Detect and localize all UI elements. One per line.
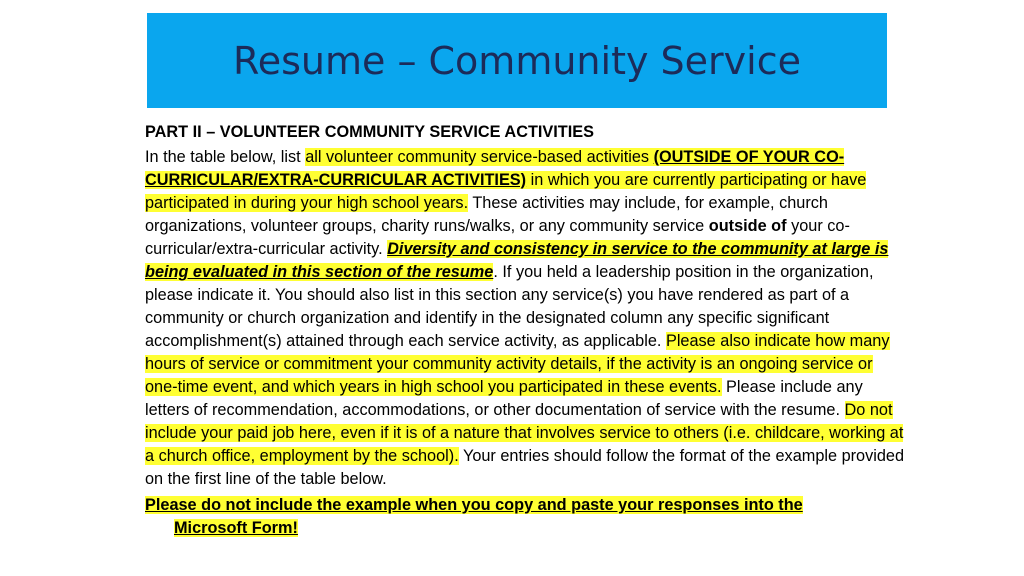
- section-heading: PART II – VOLUNTEER COMMUNITY SERVICE ACTIVITIES: [145, 123, 594, 141]
- documentation-text: Please include any letters of recommendation, accommodations, or other documentation of service with the resume.: [145, 378, 863, 419]
- content-body: [145, 121, 905, 540]
- title-banner: [147, 13, 887, 108]
- paid-job-highlight-text: Do not include your paid job here, even if it is of a nature that involves service to others (i.e. childcare, working at a church office, employment by the school).: [145, 401, 904, 465]
- outside-of-text: outside of: [708, 217, 787, 235]
- diversity-emphasis-text: Diversity and consistency in service to the community at large is being evaluated in this section of the resume: [145, 240, 889, 281]
- leadership-text: . If you held a leadership position in the organization, please indicate it. You should also list in this section any service(s) you have rendered as part of a community or church organization and identify in the designated column any specific significant accomplishment(s) attained through each service activity, as applicable.: [145, 263, 874, 350]
- examples-text: These activities may include, for example, church organizations, volunteer groups, charity runs/walks, or any community service: [145, 194, 828, 235]
- form-note-line1: Please do not include the example when you copy and paste your responses into the: [145, 496, 803, 514]
- outside-co-curricular-text: (OUTSIDE OF YOUR CO-CURRICULAR/EXTRA-CURRICULAR ACTIVITIES): [145, 148, 845, 189]
- participation-text: in which you are currently participating or have participated in during your high school years.: [145, 171, 867, 212]
- hours-highlight-text: Please also indicate how many hours of service or commitment your community activity details, if the activity is an ongoing service or one-time event, and which years in high school you participated in these events.: [145, 332, 890, 396]
- form-note: [145, 494, 905, 540]
- activities-text: all volunteer community service-based activities: [305, 148, 654, 166]
- slide-title: Resume – Community Service: [233, 38, 801, 83]
- format-text: Your entries should follow the format of the example provided on the first line of the table below.: [145, 447, 905, 488]
- instructions-paragraph: [145, 146, 905, 491]
- form-note-line2: Microsoft Form!: [174, 519, 298, 537]
- co-curricular-text: your co-curricular/extra-curricular activity.: [145, 217, 850, 258]
- intro-text: In the table below, list: [145, 148, 306, 166]
